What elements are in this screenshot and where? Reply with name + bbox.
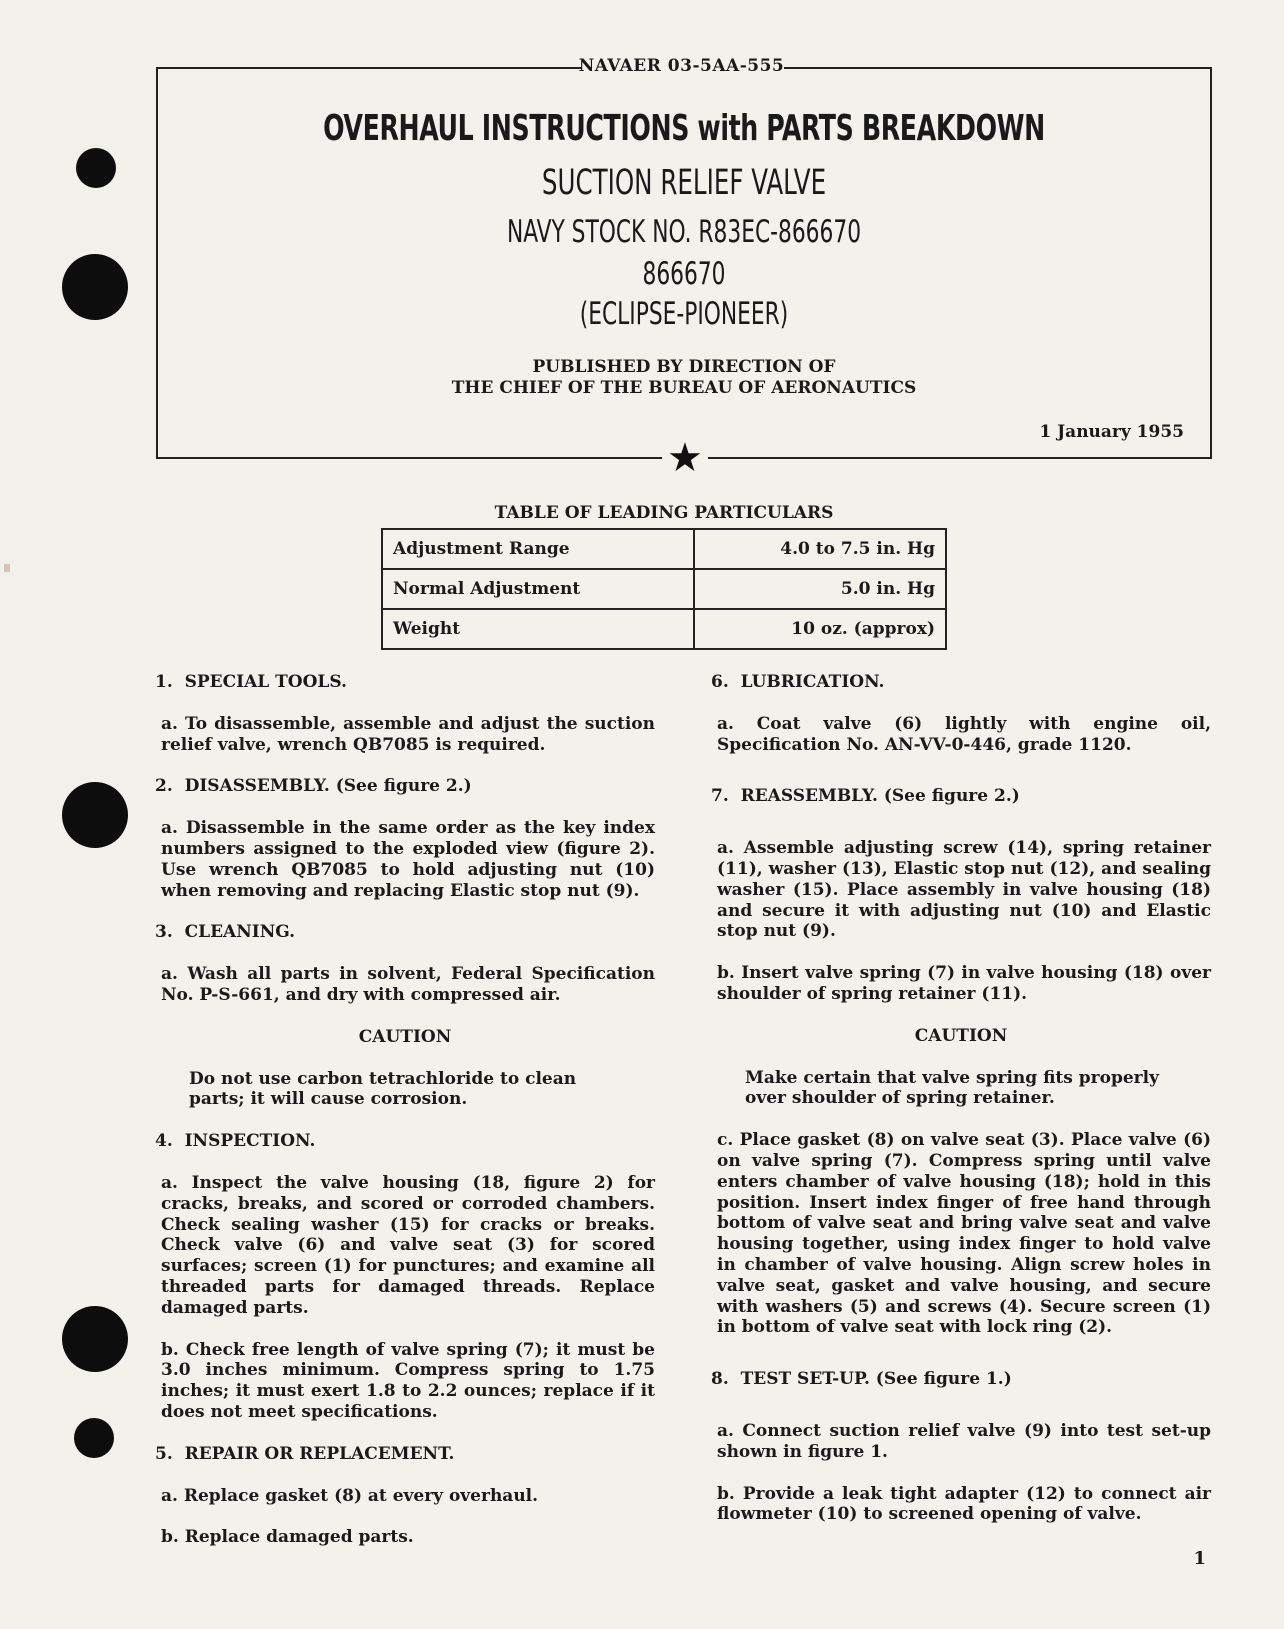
stock-number: NAVY STOCK NO. R83EC-866670 (506, 214, 862, 250)
table-row (382, 609, 946, 649)
paper-speck (4, 564, 10, 572)
section-2-paragraph-a: a. Disassemble in the same order as the key index numbers assigned to the exploded view (figure 2). Use wrench QB7085 to hold adjusting nut (10) when removing and replacing Elastic stop nut (9). (161, 818, 655, 901)
section-2-heading: 2. DISASSEMBLY. (See figure 2.) (155, 776, 472, 797)
particulars-table (381, 528, 947, 650)
manufacturer: (ECLIPSE-PIONEER) (579, 296, 789, 332)
published-line-1: PUBLISHED BY DIRECTION OF (532, 357, 836, 377)
section-7-paragraph-a: a. Assemble adjusting screw (14), spring retainer (11), washer (13), Elastic stop nut (12), and sealing washer (15). Place assembly in valve housing (18) and secure it with adjusting nut (10) and Elastic stop nut (9). (717, 838, 1211, 942)
table-row (382, 569, 946, 609)
subtitle: SUCTION RELIEF VALVE (541, 163, 827, 203)
right-column (711, 672, 1211, 1525)
section-8-paragraph-a: a. Connect suction relief valve (9) into test set-up shown in figure 1. (717, 1420, 1211, 1462)
section-5-paragraph-a: a. Replace gasket (8) at every overhaul. (161, 1485, 539, 1506)
doc-number: NAVAER 03-5AA-555 (578, 56, 785, 76)
section-3-paragraph-a: a. Wash all parts in solvent, Federal Specification No. P-S-661, and dry with compressed air. (161, 964, 655, 1005)
binder-hole (62, 254, 128, 320)
table-cell-value: 10 oz. (approx) (694, 609, 946, 649)
publication-date: 1 January 1955 (1039, 422, 1184, 442)
section-1-paragraph-a: a. To disassemble, assemble and adjust the suction relief valve, wrench QB7085 is required. (161, 713, 655, 755)
caution-heading: CAUTION (358, 1026, 452, 1047)
caution-heading: CAUTION (914, 1025, 1008, 1046)
table-cell-label: Weight (382, 609, 694, 649)
left-column (155, 672, 655, 1548)
binder-hole (62, 1306, 128, 1372)
binder-hole (76, 148, 116, 188)
binder-hole (74, 1418, 114, 1458)
table-row (382, 529, 946, 569)
table-cell-label: Adjustment Range (382, 529, 694, 569)
section-8-heading: 8. TEST SET-UP. (See figure 1.) (711, 1369, 1012, 1390)
main-title: OVERHAUL INSTRUCTIONS with PARTS BREAKDOWN (323, 108, 1045, 149)
published-line-2: THE CHIEF OF THE BUREAU OF AERONAUTICS (451, 378, 917, 398)
section-3-heading: 3. CLEANING. (155, 922, 296, 943)
section-7-heading: 7. REASSEMBLY. (See figure 2.) (711, 786, 1020, 807)
section-7-paragraph-b: b. Insert valve spring (7) in valve housing (18) over shoulder of spring retainer (11). (717, 963, 1211, 1004)
section-4-paragraph-b: b. Check free length of valve spring (7); it must be 3.0 inches minimum. Compress spring to 1.75 inches; it must exert 1.8 to 2.2 ounces; replace if it does not meet specifications. (161, 1339, 655, 1422)
part-number: 866670 (642, 256, 726, 292)
caution-text: Make certain that valve spring fits properly over shoulder of spring retainer. (745, 1067, 1159, 1109)
section-5-paragraph-b: b. Replace damaged parts. (161, 1527, 414, 1548)
section-6-paragraph-a: a. Coat valve (6) lightly with engine oil, Specification No. AN-VV-0-446, grade 1120. (717, 713, 1211, 755)
binder-hole (62, 782, 128, 848)
section-5-heading: 5. REPAIR OR REPLACEMENT. (155, 1443, 455, 1464)
table-cell-value: 4.0 to 7.5 in. Hg (694, 529, 946, 569)
section-4-heading: 4. INSPECTION. (155, 1131, 316, 1152)
section-4-paragraph-a: a. Inspect the valve housing (18, figure 2) for cracks, breaks, and scored or corroded chambers. Check sealing washer (15) for cracks or breaks. Check valve (6) and valve seat (3) for scored surfaces; screen (1) for punctures; and examine all threaded parts for damaged threads. Replace damaged parts. (161, 1172, 655, 1318)
table-cell-label: Normal Adjustment (382, 569, 694, 609)
particulars-heading: TABLE OF LEADING PARTICULARS (494, 503, 834, 523)
section-1-heading: 1. SPECIAL TOOLS. (155, 672, 347, 692)
section-8-paragraph-b: b. Provide a leak tight adapter (12) to connect air flowmeter (10) to screened opening of valve. (717, 1483, 1211, 1525)
table-cell-value: 5.0 in. Hg (694, 569, 946, 609)
section-7-paragraph-c: c. Place gasket (8) on valve seat (3). Place valve (6) on valve spring (7). Compress spring until valve enters chamber of valve housing (18); hold in this position. Insert index finger of free hand through bottom of valve seat and bring valve seat and valve housing together, using index finger to hold valve in chamber of valve housing. Align screw holes in valve seat, gasket and valve housing, and secure with washers (5) and screws (4). Secure screen (1) in bottom of valve seat with lock ring (2). (717, 1130, 1211, 1338)
section-6-heading: 6. LUBRICATION. (711, 672, 885, 692)
caution-text: Do not use carbon tetrachloride to clean parts; it will cause corrosion. (189, 1068, 577, 1110)
star-icon: ★ (667, 435, 703, 481)
page-number: 1 (1193, 1548, 1206, 1569)
